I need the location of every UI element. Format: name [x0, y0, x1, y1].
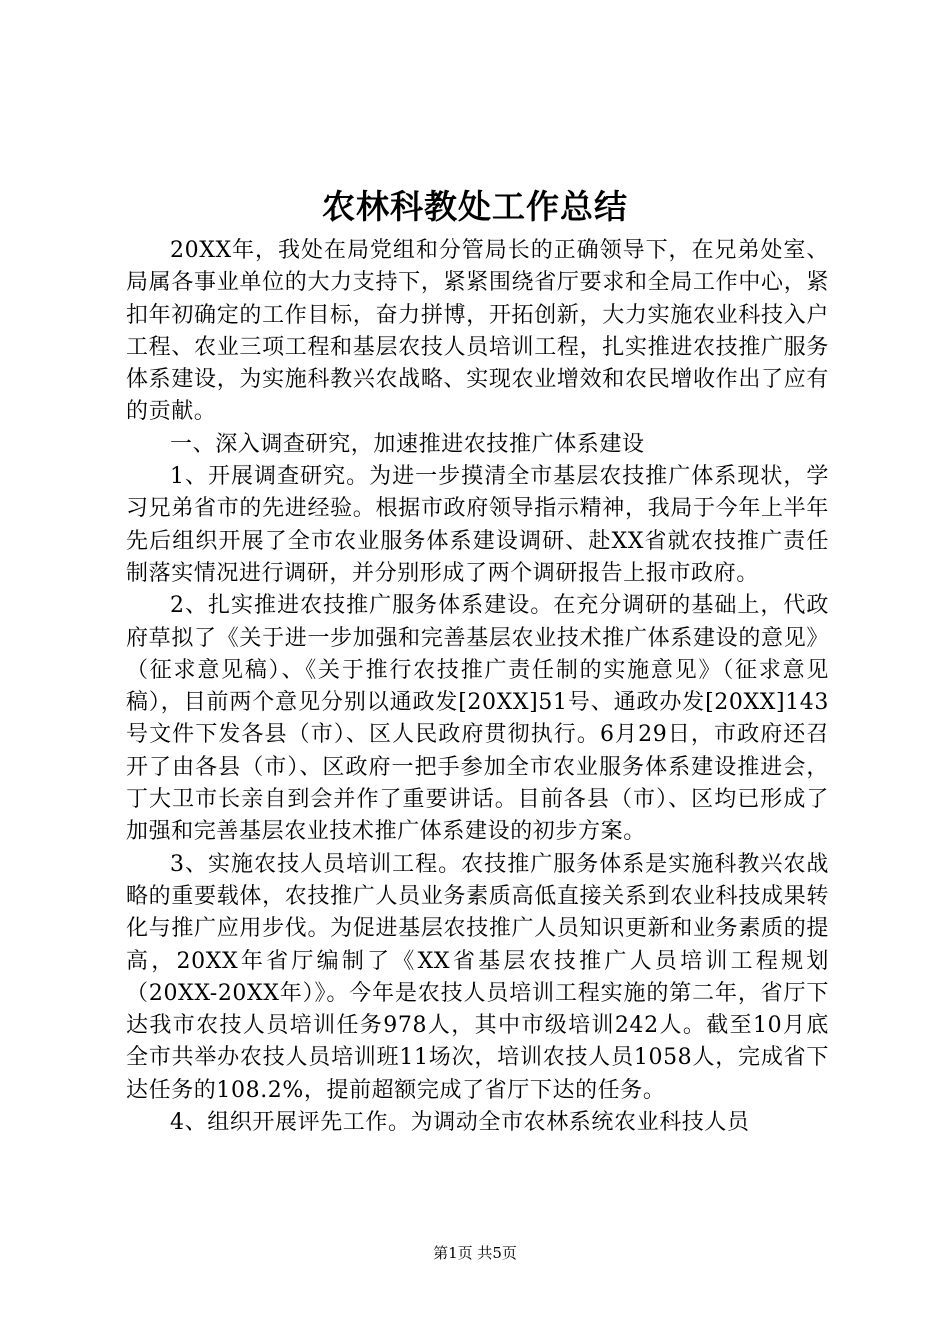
- document-title: 农林科教处工作总结: [322, 187, 628, 226]
- section-heading-1: 一、深入调查研究，加速推进农技推广体系建设: [170, 431, 645, 457]
- paragraph-item-2: 2、扎实推进农技推广服务体系建设。在充分调研的基础上，代政府草拟了《关于进一步加强和完善基层农业技术推广体系建设的意见》（征求意见稿）、《关于推行农技推广责任制的实施意见》（征求意见稿），目前两个意见分别以通政发[20XX]51号、通政办发[20XX]143号文件下发各县（市）、区人民政府贯彻执行。6月29日，市政府还召开了由各县（市）、区政府一把手参加全市农业服务体系建设推进会，丁大卫市长亲自到会并作了重要讲话。目前各县（市）、区均已形成了加强和完善基层农业技术推广体系建设的初步方案。: [126, 593, 829, 845]
- paragraph-item-4: 4、组织开展评先工作。为调动全市农林系统农业科技人员: [170, 1110, 750, 1136]
- document-body: [126, 235, 829, 1139]
- paragraph-item-3: 3、实施农技人员培训工程。农技推广服务体系是实施科教兴农战略的重要载体，农技推广人员业务素质高低直接关系到农业科技成果转化与推广应用步伐。为促进基层农技推广人员知识更新和业务素质的提高，20XX年省厅编制了《XX省基层农技推广人员培训工程规划（20XX-20XX年）》。今年是农技人员培训工程实施的第二年，省厅下达我市农技人员培训任务978人，其中市级培训242人。截至10月底全市共举办农技人员培训班11场次，培训农技人员1058人，完成省下达任务的108.2%，提前超额完成了省厅下达的任务。: [126, 851, 829, 1103]
- paragraph-item-1: 1、开展调查研究。为进一步摸清全市基层农技推广体系现状，学习兄弟省市的先进经验。根据市政府领导指示精神，我局于今年上半年先后组织开展了全市农业服务体系建设调研、赴XX省就农技推广责任制落实情况进行调研，并分别形成了两个调研报告上报市政府。: [126, 464, 829, 586]
- paragraph-intro: 20XX年，我处在局党组和分管局长的正确领导下，在兄弟处室、局属各事业单位的大力支持下，紧紧围绕省厅要求和全局工作中心，紧扣年初确定的工作目标，奋力拼博，开拓创新，大力实施农业科技入户工程、农业三项工程和基层农技人员培训工程，扎实推进农技推广服务体系建设，为实施科教兴农战略、实现农业增效和农民增收作出了应有的贡献。: [126, 238, 829, 425]
- page-footer: 第1页 共5页: [433, 1244, 517, 1262]
